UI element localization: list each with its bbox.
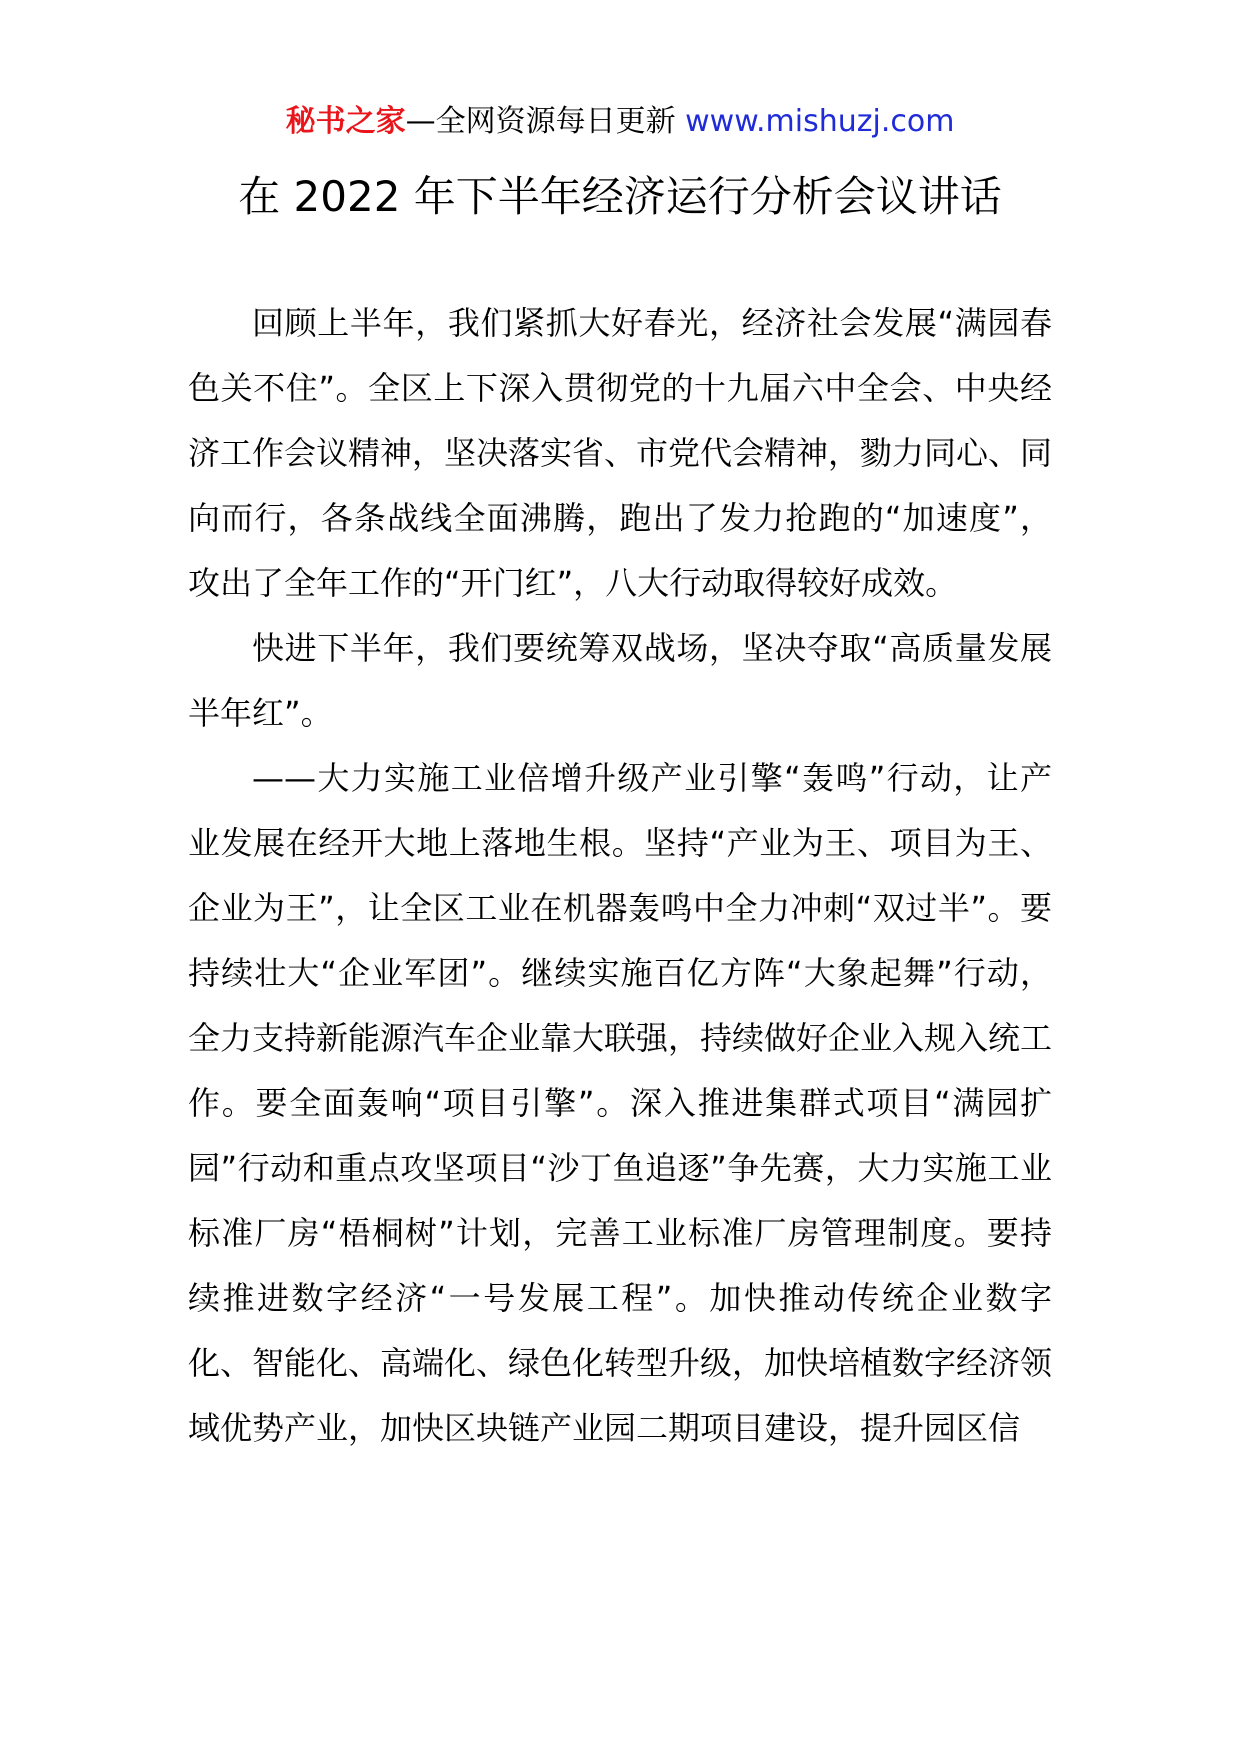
paragraph-industry-action: ——大力实施工业倍增升级产业引擎“轰鸣”行动，让产业发展在经开大地上落地生根。坚持“产业为王、项目为王、企业为王”，让全区工业在机器轰鸣中全力冲刺“双过半”。要持续壮大“企业军团”。继续实施百亿方阵“大象起舞”行动，全力支持新能源汽车企业靠大联强，持续做好企业入规入统工作。要全面轰响“项目引擎”。深入推进集群式项目“满园扩园”行动和重点攻坚项目“沙丁鱼追逐”争先赛，大力实施工业标准厂房“梧桐树”计划，完善工业标准厂房管理制度。要持续推进数字经济“一号发展工程”。加快推动传统企业数字化、智能化、高端化、绿色化转型升级，加快培植数字经济领域优势产业，加快区块链产业园二期项目建设，提升园区信 (188, 759, 1053, 1447)
paragraph-review: 回顾上半年，我们紧抓大好春光，经济社会发展“满园春色关不住”。全区上下深入贯彻党的十九届六中全会、中央经济工作会议精神，坚决落实省、市党代会精神，勠力同心、同向而行，各条战线全面沸腾，跑出了发力抢跑的“加速度”，攻出了全年工作的“开门红”，八大行动取得较好成效。 (188, 304, 1053, 602)
site-header (0, 100, 1240, 144)
header-tagline: —全网资源每日更新 (405, 104, 676, 139)
document-body (188, 291, 1052, 1461)
site-url-link[interactable]: www.mishuzj.com (685, 104, 955, 139)
document-title: 在 2022 年下半年经济运行分析会议讲话 (238, 172, 1002, 221)
paragraph-outlook: 快进下半年，我们要统筹双战场，坚决夺取“高质量发展半年红”。 (188, 629, 1052, 732)
brand-name: 秘书之家 (285, 104, 406, 139)
